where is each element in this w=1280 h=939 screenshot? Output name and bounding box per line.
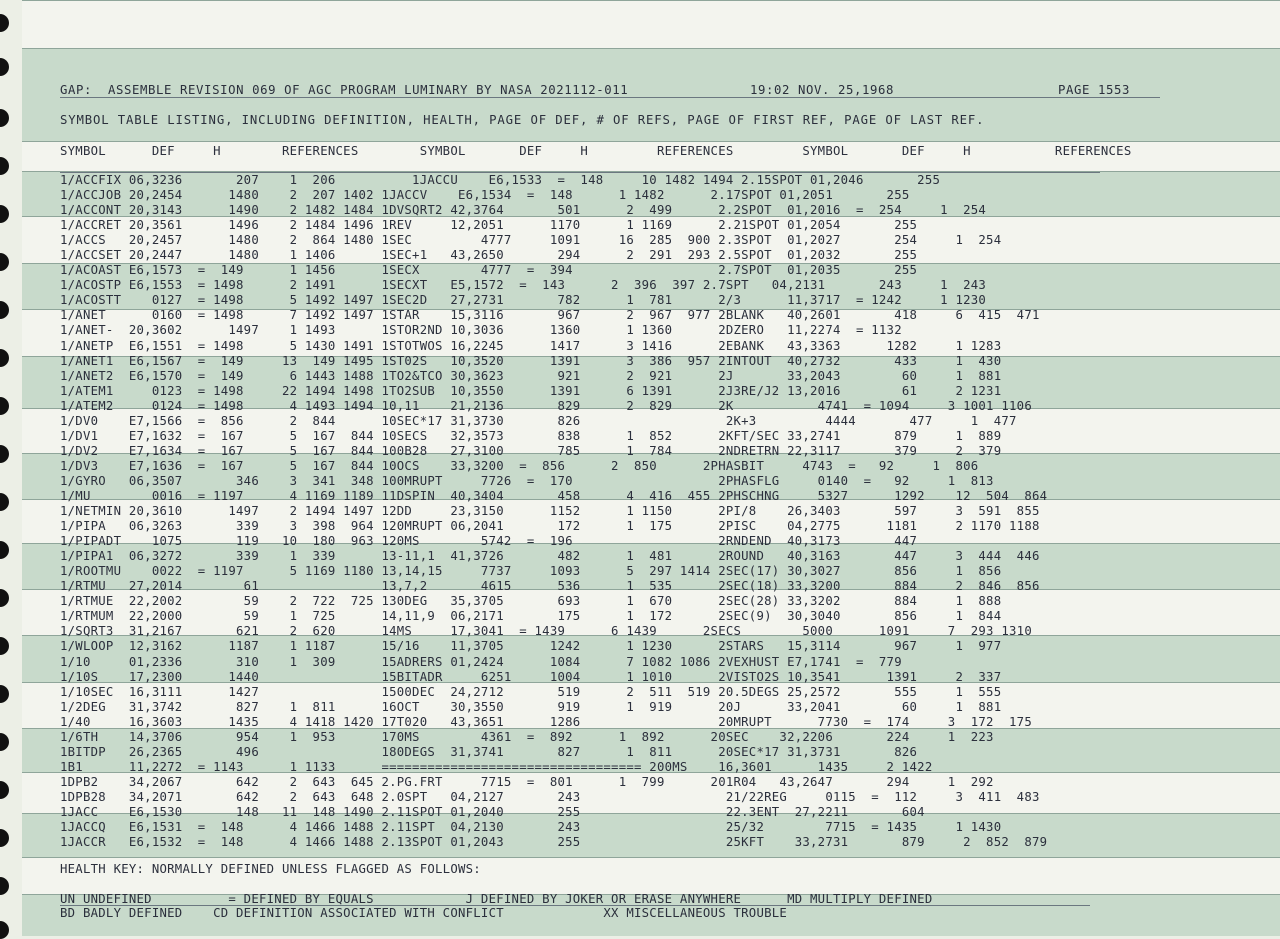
- feed-hole: [0, 589, 9, 607]
- table-row: 1/6TH 14,3706 954 1 953 170MS 4361 = 892 1 892 20SEC 32,2206 224 1 223: [60, 729, 994, 744]
- table-row: 1/10S 17,2300 1440 15BITADR 6251 1004 1 1010 2VISTO2S 10,3541 1391 2 337: [60, 669, 1002, 684]
- table-row: 1/DV0 E7,1566 = 856 2 844 10SEC*17 31,3730 826 2K+3 4444 477 1 477: [60, 413, 1017, 428]
- table-row: 1/PIPA 06,3263 339 3 398 964 120MRUPT 06,2041 172 1 175 2PISC 04,2775 1181 2 1170 1188: [60, 519, 1040, 534]
- table-row: 1/ATEM1 0123 = 1498 22 1494 1498 1TO2SUB 10,3550 1391 6 1391 2J3RE/J2 13,2016 61 2 1231: [60, 383, 1002, 398]
- table-row: 1/ACCONT 20,3143 1490 2 1482 1484 1DVSQRT2 42,3764 501 2 499 2.2SPOT 01,2016 = 254 1 254: [60, 203, 987, 218]
- feed-hole: [0, 877, 9, 895]
- feed-hole: [0, 14, 9, 32]
- page-number: PAGE 1553: [1058, 83, 1131, 97]
- feed-hole: [0, 109, 9, 127]
- table-row: 1/DV2 E7,1634 = 167 5 167 844 100B28 27,3100 785 1 784 2NDRETRN 22,3117 379 2 379: [60, 443, 1002, 458]
- table-row: 1/ATEM2 0124 = 1498 4 1493 1494 10,11 21,2136 829 2 829 2K 4741 = 1094 3 1001 1106: [60, 398, 1032, 413]
- table-row: 1JACCR E6,1532 = 148 4 1466 1488 2.13SPOT 01,2043 255 25KFT 33,2731 879 2 852 879: [60, 835, 1048, 850]
- feed-hole: [0, 349, 9, 367]
- table-row: 1B1 11,2272 = 1143 1 1133 ================================== 200MS 16,3601 1435 2 1422: [60, 759, 933, 774]
- table-row: 1/RTMU 27,2014 61 13,7,2 4615 536 1 535 2SEC(18) 33,3200 884 2 846 856: [60, 579, 1040, 594]
- title-underline: [60, 97, 1160, 98]
- table-row: 1/RTMUE 22,2002 59 2 722 725 130DEG 35,3705 693 1 670 2SEC(28) 33,3202 884 1 888: [60, 594, 1002, 609]
- table-row: 1/ANET- 20,3602 1497 1 1493 1STOR2ND 10,3036 1360 1 1360 2DZERO 11,2274 = 1132: [60, 323, 902, 338]
- printout-page: [22, 0, 1280, 935]
- table-row: 1/2DEG 31,3742 827 1 811 16OCT 30,3550 919 1 919 20J 33,2041 60 1 881: [60, 699, 1002, 714]
- feed-hole: [0, 493, 9, 511]
- table-row: 1/WLOOP 12,3162 1187 1 1187 15/16 11,3705 1242 1 1230 2STARS 15,3114 967 1 977: [60, 639, 1002, 654]
- feed-hole: [0, 445, 9, 463]
- table-row: 1DPB2 34,2067 642 2 643 645 2.PG.FRT 7715 = 801 1 799 201R04 43,2647 294 1 292: [60, 774, 994, 789]
- health-key-line-1: UN UNDEFINED = DEFINED BY EQUALS J DEFINED BY JOKER OR ERASE ANYWHERE MD MULTIPLY DEFINED: [60, 892, 933, 906]
- feed-hole: [0, 685, 9, 703]
- table-row: 1/ACCFIX 06,3236 207 1 206 1JACCU E6,1533 = 148 10 1482 1494 2.15SPOT 01,2046 255: [60, 173, 941, 187]
- table-row: 1/ACOSTP E6,1553 = 1498 2 1491 1SECXT E5,1572 = 143 2 396 397 2.7SPT 04,2131 243 1 243: [60, 278, 987, 293]
- tractor-feed-holes: [0, 0, 18, 935]
- table-row: 1/ANET2 E6,1570 = 149 6 1443 1488 1TO2&TCO 30,3623 921 2 921 2J 33,2043 60 1 881: [60, 368, 1002, 383]
- listing-timestamp: 19:02 NOV. 25,1968: [750, 83, 895, 97]
- table-row: 1/ACOSTT 0127 = 1498 5 1492 1497 1SEC2D 27,2731 782 1 781 2/3 11,3717 = 1242 1 1230: [60, 293, 987, 308]
- table-row: 1/ACCRET 20,3561 1496 2 1484 1496 1REV 12,2051 1170 1 1169 2.21SPOT 01,2054 255: [60, 218, 918, 233]
- feed-hole: [0, 921, 9, 939]
- table-row: 1/DV3 E7,1636 = 167 5 167 844 10OCS 33,3200 = 856 2 850 2PHASBIT 4743 = 92 1 806: [60, 458, 979, 473]
- table-row: 1/ACCS 20,2457 1480 2 864 1480 1SEC 4777 1091 16 285 900 2.3SPOT 01,2027 254 1 254: [60, 233, 1002, 248]
- feed-hole: [0, 301, 9, 319]
- feed-hole: [0, 58, 9, 76]
- feed-hole: [0, 781, 9, 799]
- health-key-title: HEALTH KEY: NORMALLY DEFINED UNLESS FLAGGED AS FOLLOWS:: [60, 862, 481, 876]
- health-key-line-2: BD BADLY DEFINED CD DEFINITION ASSOCIATED WITH CONFLICT XX MISCELLANEOUS TROUBLE: [60, 906, 788, 920]
- feed-hole: [0, 829, 9, 847]
- feed-hole: [0, 397, 9, 415]
- listing-title: GAP: ASSEMBLE REVISION 069 OF AGC PROGRAM LUMINARY BY NASA 2021112-011: [60, 83, 629, 97]
- band: [22, 0, 1280, 49]
- feed-hole: [0, 253, 9, 271]
- table-row: 1/GYRO 06,3507 346 3 341 348 100MRUPT 7726 = 170 2PHASFLG 0140 = 92 1 813: [60, 473, 994, 488]
- table-row: 1/ANETP E6,1551 = 1498 5 1430 1491 1STOTWOS 16,2245 1417 3 1416 2EBANK 43,3363 1282 1 1283: [60, 338, 1002, 353]
- table-row: 1DPB28 34,2071 642 2 643 648 2.0SPT 04,2127 243 21/22REG 0115 = 112 3 411 483: [60, 789, 1040, 804]
- feed-hole: [0, 733, 9, 751]
- table-row: 1/PIPA1 06,3272 339 1 339 13-11,1 41,3726 482 1 481 2ROUND 40,3163 447 3 444 446: [60, 549, 1040, 564]
- table-row: 1BITDP 26,2365 496 180DEGS 31,3741 827 1 811 20SEC*17 31,3731 826: [60, 744, 918, 759]
- table-row: 1/ACOAST E6,1573 = 149 1 1456 1SECX 4777 = 394 2.7SPOT 01,2035 255: [60, 263, 918, 278]
- table-row: 1/NETMIN 20,3610 1497 2 1494 1497 12DD 23,3150 1152 1 1150 2PI/8 26,3403 597 3 591 855: [60, 504, 1040, 519]
- symbol-table: [60, 173, 1047, 850]
- table-row: 1JACCQ E6,1531 = 148 4 1466 1488 2.11SPT 04,2130 243 25/32 7715 = 1435 1 1430: [60, 820, 1002, 835]
- table-row: 1/RTMUM 22,2000 59 1 725 14,11,9 06,2171 175 1 172 2SEC(9) 30,3040 856 1 844: [60, 609, 1002, 624]
- feed-hole: [0, 541, 9, 559]
- feed-hole: [0, 157, 9, 175]
- table-row: 1/ACCJOB 20,2454 1480 2 207 1402 1JACCV E6,1534 = 148 1 1482 2.17SPOT 01,2051 255: [60, 188, 910, 203]
- table-row: 1JACC E6,1530 148 11 148 1490 2.11SPOT 01,2040 255 22.3ENT 27,2211 604: [60, 804, 925, 819]
- table-row: 1/40 16,3603 1435 4 1418 1420 17T020 43,3651 1286 20MRUPT 7730 = 174 3 172 175: [60, 714, 1032, 729]
- table-row: 1/DV1 E7,1632 = 167 5 167 844 10SECS 32,3573 838 1 852 2KFT/SEC 33,2741 879 1 889: [60, 428, 1002, 443]
- table-row: 1/ANET 0160 = 1498 7 1492 1497 1STAR 15,3116 967 2 967 977 2BLANK 40,2601 418 6 415 471: [60, 308, 1040, 323]
- listing-subtitle: SYMBOL TABLE LISTING, INCLUDING DEFINITION, HEALTH, PAGE OF DEF, # OF REFS, PAGE OF FIRST REF, PAGE OF LAST REF.: [60, 113, 985, 127]
- table-row: 1/ACCSET 20,2447 1480 1 1406 1SEC+1 43,2650 294 2 291 293 2.5SPOT 01,2032 255: [60, 248, 918, 263]
- table-row: 1/SQRT3 31,2167 621 2 620 14MS 17,3041 = 1439 6 1439 2SECS 5000 1091 7 293 1310: [60, 624, 1032, 639]
- table-row: 1/PIPADT 1075 119 10 180 963 120MS 5742 = 196 2RNDEND 40,3173 447: [60, 534, 918, 549]
- feed-hole: [0, 637, 9, 655]
- table-row: 1/10 01,2336 310 1 309 15ADRERS 01,2424 1084 7 1082 1086 2VEXHUST E7,1741 = 779: [60, 654, 902, 669]
- feed-hole: [0, 205, 9, 223]
- column-headers: SYMBOL DEF H REFERENCES SYMBOL DEF H REFERENCES SYMBOL DEF H REFERENCES: [60, 144, 1132, 158]
- table-row: 1/MU 0016 = 1197 4 1169 1189 11DSPIN 40,3404 458 4 416 455 2PHSCHNG 5327 1292 12 504 864: [60, 488, 1048, 503]
- table-row: 1/ROOTMU 0022 = 1197 5 1169 1180 13,14,15 7737 1093 5 297 1414 2SEC(17) 30,3027 856 1 856: [60, 564, 1002, 579]
- table-row: 1/ANET1 E6,1567 = 149 13 149 1495 1ST02S 10,3520 1391 3 386 957 2INTOUT 40,2732 433 1 430: [60, 353, 1002, 368]
- table-row: 1/10SEC 16,3111 1427 1500DEC 24,2712 519 2 511 519 20.5DEGS 25,2572 555 1 555: [60, 684, 1002, 699]
